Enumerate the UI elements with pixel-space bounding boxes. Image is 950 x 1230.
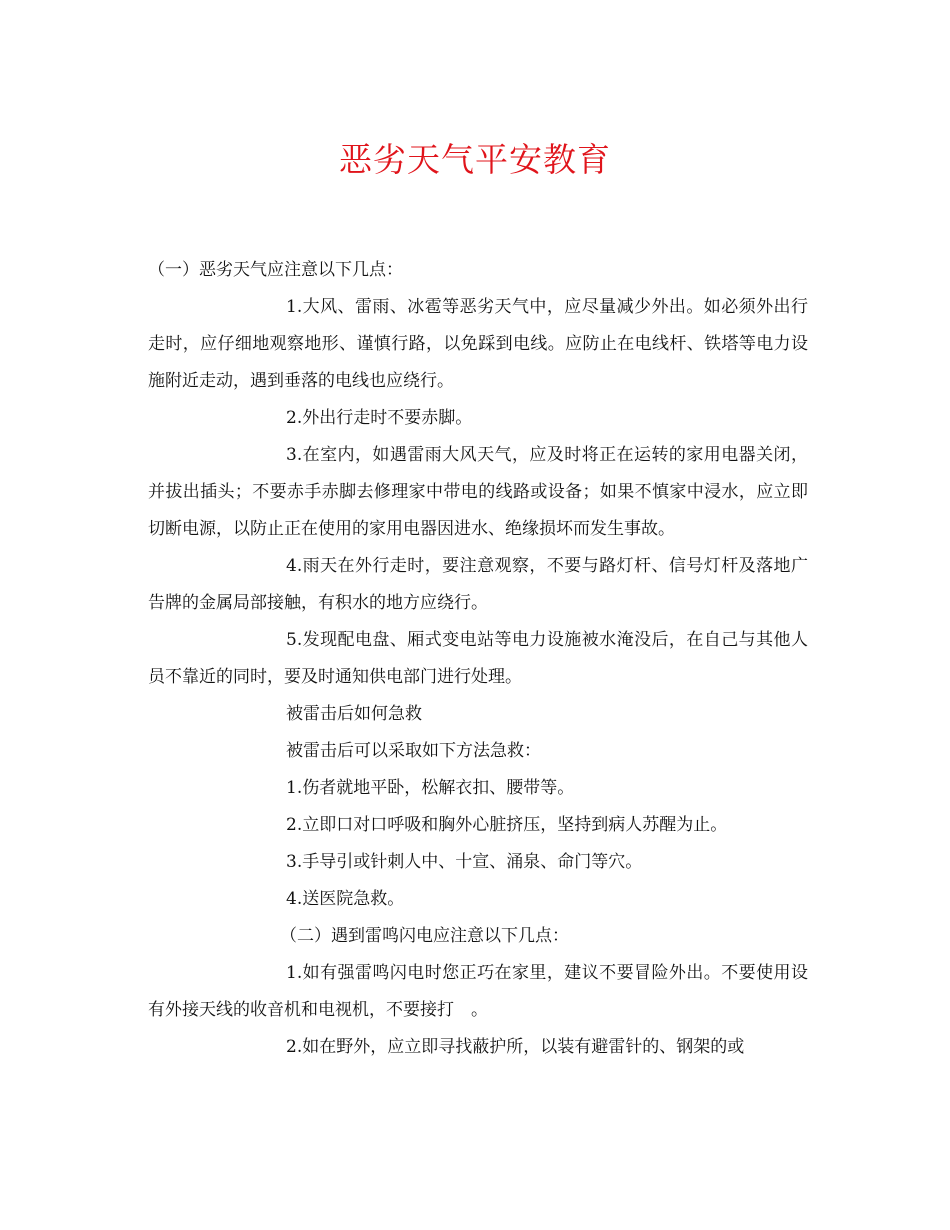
section-heading: （二）遇到雷鸣闪电应注意以下几点： — [280, 926, 569, 946]
paragraph: 4.雨天在外行走时，要注意观察，不要与路灯杆、信号灯杆及落地广告牌的金属局部接触，有积水的地方应绕行。 — [148, 556, 808, 613]
list-item: 3.手导引或针刺人中、十宣、涌泉、命门等穴。 — [286, 852, 643, 872]
paragraph: 5.发现配电盘、厢式变电站等电力设施被水淹没后，在自己与其他人员不靠近的同时，要及时通知供电部门进行处理。 — [148, 630, 808, 687]
paragraph: 被雷击后可以采取如下方法急救： — [286, 741, 541, 761]
page-title: 恶劣天气平安教育 — [339, 140, 611, 179]
list-item: 1.伤者就地平卧，松解衣扣、腰带等。 — [286, 778, 575, 798]
list-item: 2.立即口对口呼吸和胸外心脏挤压，坚持到病人苏醒为止。 — [286, 815, 728, 835]
paragraph: 1.如有强雷鸣闪电时您正巧在家里，建议不要冒险外出。不要使用设有外接天线的收音机和电视机，不要接打 。 — [148, 963, 808, 1020]
document-body — [148, 252, 808, 1066]
paragraph: 1.大风、雷雨、冰雹等恶劣天气中，应尽量减少外出。如必须外出行走时，应仔细地观察地形、谨慎行路，以免踩到电线。应防止在电线杆、铁塔等电力设施附近走动，遇到垂落的电线也应绕行。 — [148, 297, 808, 391]
list-item: 4.送医院急救。 — [286, 889, 405, 909]
paragraph: 3.在室内，如遇雷雨大风天气，应及时将正在运转的家用电器关闭，并拔出插头；不要赤手赤脚去修理家中带电的线路或设备；如果不慎家中浸水，应立即切断电源，以防止正在使用的家用电器因进水、绝缘损坏而发生事故。 — [148, 445, 808, 539]
paragraph: 2.外出行走时不要赤脚。 — [286, 408, 473, 428]
paragraph: 2.如在野外，应立即寻找蔽护所，以装有避雷针的、钢架的或 — [286, 1037, 745, 1057]
section-heading: （一）恶劣天气应注意以下几点： — [148, 260, 403, 280]
subheading: 被雷击后如何急救 — [286, 704, 422, 724]
